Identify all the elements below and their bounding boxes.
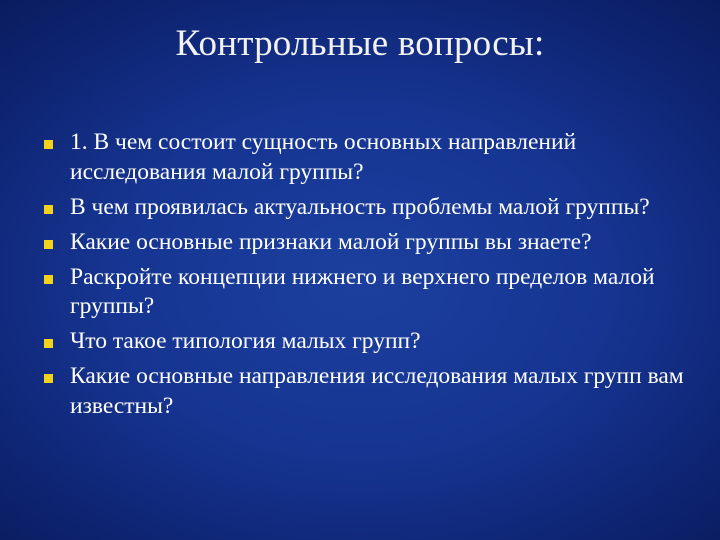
slide-title: Контрольные вопросы:	[175, 23, 545, 64]
list-item-text: Что такое типология малых групп?	[70, 328, 421, 354]
bullet-square-icon	[44, 339, 53, 348]
bullet-square-icon	[44, 275, 53, 284]
list-item	[44, 362, 704, 421]
list-item	[44, 263, 704, 322]
list-item	[44, 128, 704, 187]
list-item-text: Какие основные признаки малой группы вы знаете?	[70, 228, 592, 255]
bullet-square-icon	[44, 140, 53, 149]
bullet-square-icon	[44, 240, 53, 249]
list-item-text: В чем проявилась актуальность проблемы малой группы?	[70, 193, 650, 220]
bullet-square-icon	[44, 374, 53, 383]
list-item	[44, 193, 704, 223]
list-item	[44, 327, 704, 357]
list-item	[44, 228, 704, 258]
list-item-text: Раскройте концепции нижнего и верхнего пределов малой группы?	[70, 263, 655, 319]
bullet-square-icon	[44, 205, 53, 214]
list-item-text: 1. В чем состоит сущность основных направлений исследования малой группы?	[70, 129, 577, 185]
question-list	[44, 128, 704, 427]
list-item-text: Какие основные направления исследования малых групп вам известны?	[70, 363, 684, 419]
